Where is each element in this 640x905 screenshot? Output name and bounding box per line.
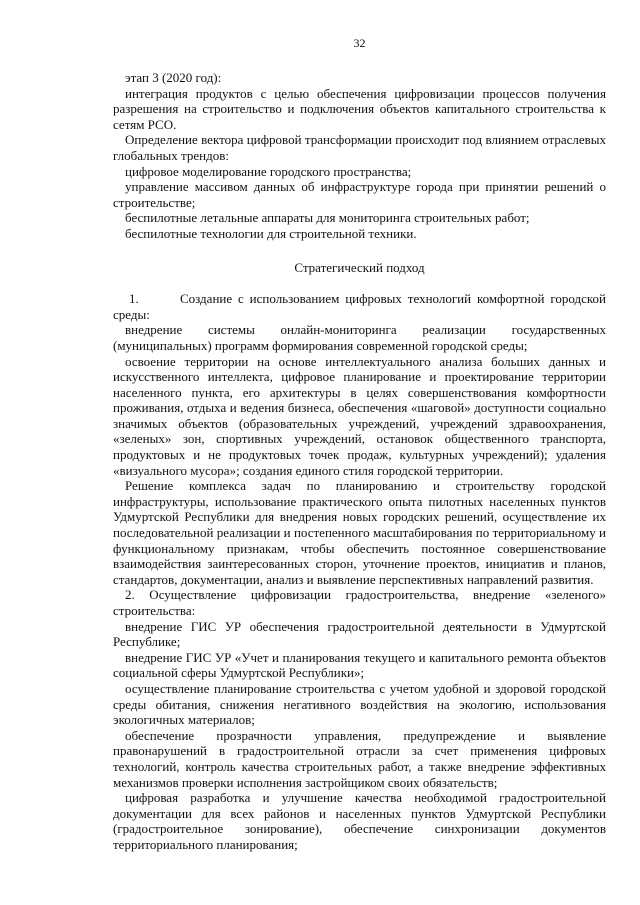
paragraph-transparency: обеспечение прозрачности управления, предупреждение и выявление правонарушений в градостроительной отрасли за счет применения цифровых технологий, контроль качества строительных работ, а также внедрение эффективных механизмов проверки исполнения застройщиком своих обязательств; (113, 727, 606, 790)
paragraph-vector: Определение вектора цифровой трансформации происходит под влиянием отраслевых глобальных трендов: (113, 132, 606, 163)
paragraph-solution: Решение комплекса задач по планированию и строительству городской инфраструктуры, использование практического опыта пилотных населенных пунктов Удмуртской Республики для внедрения новых городских решений, осуществление их последовательной реализации и постепенного масштабирования по территориальному и функциональному признакам, чтобы обеспечить постоянное совершенствование взаимодействия заинтересованных сторон, уточнение проектов, инициатив и планов, стандартов, документации, анализ и выявление перспективных направлений развития. (113, 478, 606, 587)
section-title: Стратегический подход (294, 259, 425, 275)
paragraph-planning: осуществление планирование строительства с учетом удобной и здоровой городской среды обитания, снижения негативного воздействия на экологию, использования экологичных материалов; (113, 680, 606, 728)
paragraph-gis-urban: внедрение ГИС УР обеспечения градостроительной деятельности в Удмуртской Республике; (113, 618, 606, 650)
paragraph-monitoring: внедрение системы онлайн-мониторинга реализации государственных (муниципальных) программ формирования современной городской среды; (113, 322, 606, 353)
paragraph-integration: интеграция продуктов с целью обеспечения цифровизации процессов получения разрешения на строительство и подключения объектов капитального строительства к сетям РСО. (113, 85, 606, 132)
paragraph-item-2: 2. Осуществление цифровизации градостроительства, внедрение «зеленого» строительства: (113, 587, 606, 618)
paragraph-territory: освоение территории на основе интеллектуального анализа больших данных и искусственного интеллекта, цифровое планирование и проектирование территории населенного пункта, его архитектуры в целях совершенствования комфортности проживания, отдыха и ведения бизнеса, обеспечения «шаговой» доступности социально значимых объектов (образовательных учреждений, учреждений здравоохранения, «зеленых» зон, спортивных учреждений, остановок общественного транспорта, продуктовых и не продуктовых точек продаж, культурных учреждений); удаления «визуального мусора»; создания единого стиля городской территории. (113, 353, 606, 478)
paragraph-gis-repair: внедрение ГИС УР «Учет и планирования текущего и капитального ремонта объектов социальной сферы Удмуртской Республики»; (113, 649, 606, 681)
paragraph-stage-3: этап 3 (2020 год): (125, 70, 222, 85)
trend-item-drones: беспилотные летальные аппараты для мониторинга строительных работ; (125, 210, 530, 226)
trend-item-modeling: цифровое моделирование городского пространства; (125, 163, 412, 179)
page-number: 32 (353, 36, 366, 50)
trend-item-data: управление массивом данных об инфраструктуре города при принятии решений о строительстве; (113, 179, 606, 210)
trend-item-unmanned: беспилотные технологии для строительной техники. (125, 225, 417, 241)
paragraph-documentation: цифровая разработка и улучшение качества необходимой градостроительной документации для всех районов и населенных пунктов Удмуртской Республики (градостроительное зонирование), обеспечение синхронизации документов территориального планирования; (113, 790, 606, 852)
paragraph-item-1: 1. Создание с использованием цифровых технологий комфортной городской среды: (113, 291, 606, 322)
